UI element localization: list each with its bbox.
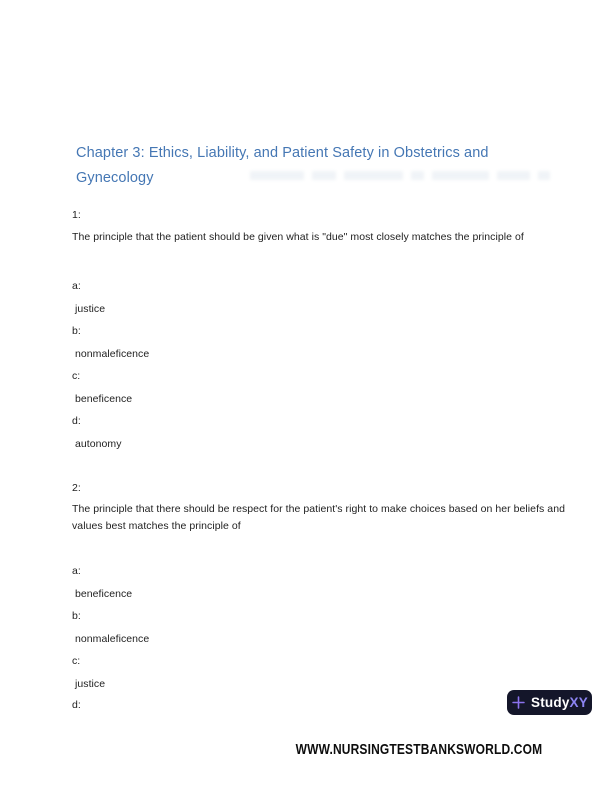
question-2-option-c-label: c: [72, 655, 81, 667]
ghost-text-segment [432, 171, 489, 180]
question-1-option-a-value: justice [75, 303, 106, 315]
question-2-option-a-label: a: [72, 565, 81, 577]
ghost-text-segment [538, 171, 550, 180]
brand-primary: Study [531, 695, 570, 710]
question-1-number: 1: [72, 209, 81, 221]
question-1-option-b-label: b: [72, 325, 81, 337]
brand-accent: XY [569, 695, 588, 710]
question-2-text: The principle that there should be respect for the patient's right to make choices based on her beliefs and values best matches the principle of [72, 503, 565, 532]
ghost-text-segment [497, 171, 530, 180]
question-1-text: The principle that the patient should be given what is "due" most closely matches the principle of [72, 231, 524, 243]
question-2-option-b-value: nonmaleficence [75, 633, 150, 645]
question-1-option-d-label: d: [72, 415, 81, 427]
ghost-text-segment [344, 171, 403, 180]
studyxy-badge[interactable] [507, 690, 592, 715]
question-2-number: 2: [72, 482, 81, 494]
plus-icon [511, 695, 526, 710]
footer-website-url[interactable]: WWW.NURSINGTESTBANKSWORLD.COM [295, 741, 542, 758]
ghost-text-segment [312, 171, 336, 180]
question-1-option-b-value: nonmaleficence [75, 348, 150, 360]
studyxy-wordmark [531, 695, 588, 710]
ghost-text-artifact [250, 169, 550, 182]
question-2-option-c-value: justice [75, 678, 106, 690]
question-2-option-d-label: d: [72, 699, 81, 711]
question-2-option-a-value: beneficence [75, 588, 133, 600]
question-1-option-c-value: beneficence [75, 393, 133, 405]
question-1-option-a-label: a: [72, 280, 81, 292]
question-1-option-c-label: c: [72, 370, 81, 382]
chapter-title: Chapter 3: Ethics, Liability, and Patient Safety in Obstetrics and Gynecology [76, 145, 489, 186]
ghost-text-segment [411, 171, 425, 180]
ghost-text-segment [250, 171, 304, 180]
question-1-option-d-value: autonomy [75, 438, 122, 450]
question-2-option-b-label: b: [72, 610, 81, 622]
